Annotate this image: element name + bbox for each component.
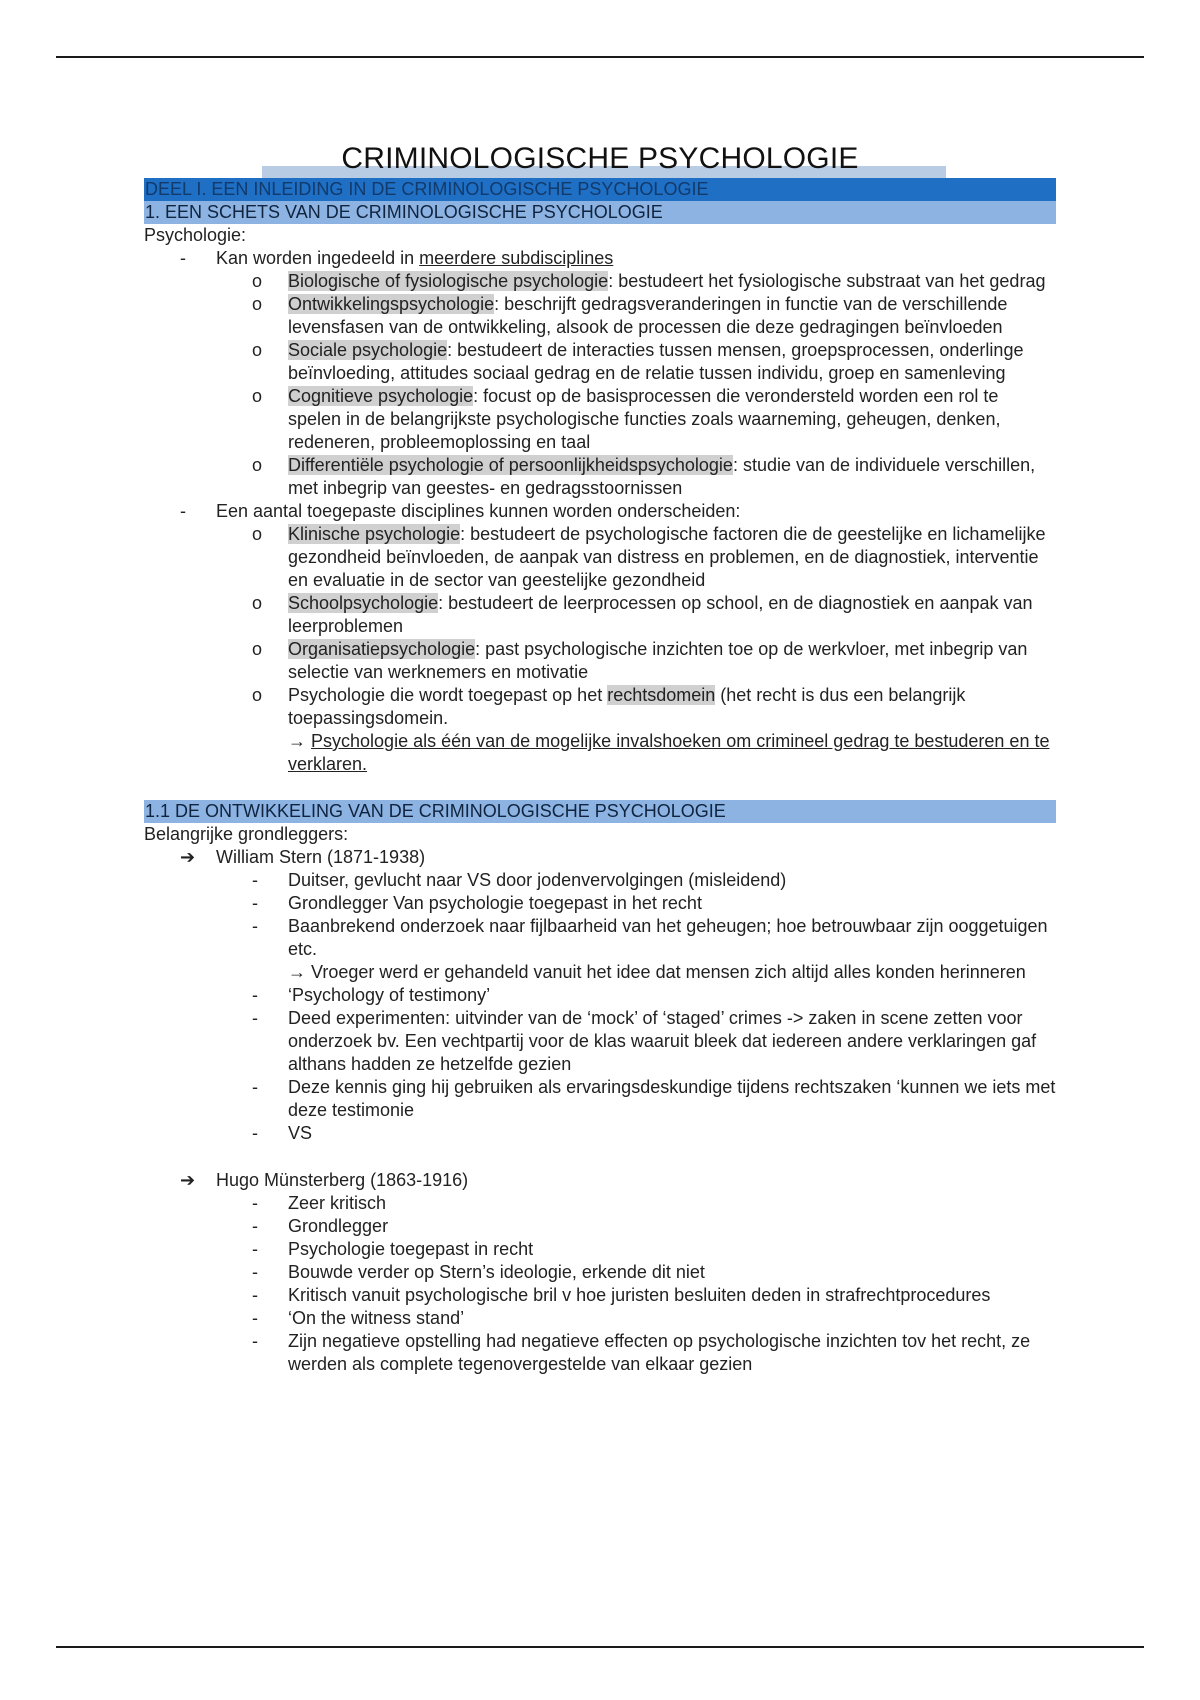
- title-block: [144, 140, 1056, 178]
- list-item-text: ‘Psychology of testimony’: [288, 985, 491, 1005]
- founder-item: [144, 846, 1056, 869]
- list-item: [144, 1307, 1056, 1330]
- list-item: [144, 1007, 1056, 1076]
- dash-marker: -: [252, 1123, 258, 1143]
- dash-marker: -: [252, 893, 258, 913]
- highlighted-term: Differentiële psychologie of persoonlijkheidspsychologie: [288, 455, 733, 475]
- founder-item: [144, 1169, 1056, 1192]
- list-item: [144, 1215, 1056, 1238]
- dash-marker: -: [252, 1193, 258, 1213]
- list-item-text: Deze kennis ging hij gebruiken als ervaringsdeskundige tijdens rechtszaken ‘kunnen we iets met deze testimonie: [288, 1077, 1056, 1120]
- list-item-text: Zeer kritisch: [288, 1193, 387, 1213]
- list-item: [144, 592, 1056, 638]
- list-item-text: Kan worden ingedeeld in: [216, 248, 420, 268]
- highlighted-term: Klinische psychologie: [288, 524, 461, 544]
- list-item: [144, 454, 1056, 500]
- intro-label: Psychologie:: [144, 225, 247, 245]
- list-item-text: Grondlegger Van psychologie toegepast in het recht: [288, 893, 702, 913]
- list-item-text: Deed experimenten: uitvinder van de ‘mock’ of ‘staged’ crimes -> zaken in scene zetten voor onderzoek bv. Een vechtpartij voor de klas waaruit bleek dat iedereen andere verklaringen gaf althans hadden ze hetzelfde gezien: [288, 1008, 1037, 1074]
- circle-marker: o: [252, 386, 263, 406]
- list-item: [144, 869, 1056, 892]
- highlighted-term: rechtsdomein: [607, 685, 716, 705]
- list-item-text: : past psychologische inzichten toe op de werkvloer, met inbegrip van selectie van werknemers en motivatie: [288, 639, 1028, 682]
- list-item-text: Een aantal toegepaste disciplines kunnen worden onderscheiden:: [216, 501, 741, 521]
- circle-marker: o: [252, 639, 263, 659]
- circle-marker: o: [252, 685, 263, 705]
- dash-marker: -: [252, 1308, 258, 1328]
- arrow-icon: →: [288, 731, 312, 751]
- list-item: [144, 684, 1056, 776]
- list-item-text: Psychologie toegepast in recht: [288, 1239, 534, 1259]
- dash-marker: -: [252, 870, 258, 890]
- founder-name: William Stern (1871-1938): [216, 847, 426, 867]
- list-item: [144, 915, 1056, 984]
- circle-marker: o: [252, 524, 263, 544]
- circle-marker: o: [252, 593, 263, 613]
- subdisciplines-link: meerdere subdisciplines: [419, 248, 614, 268]
- list-item: [144, 984, 1056, 1007]
- arrow-icon: ➔: [180, 1170, 196, 1190]
- dash-marker: -: [252, 1216, 258, 1236]
- list-item-text: (het recht is dus een belangrijk toepassingsdomein.: [288, 685, 966, 728]
- list-item-text: : bestudeert de psychologische factoren die de geestelijke en lichamelijke gezondheid beïnvloeden, de aanpak van distress en problemen, en de diagnostiek, interventie en evaluatie in de sector van geestelijke gezondheid: [288, 524, 1046, 590]
- list-item: [144, 1122, 1056, 1145]
- part-heading: DEEL I. EEN INLEIDING IN DE CRIMINOLOGISCHE PSYCHOLOGIE: [144, 178, 1056, 201]
- list-item: [144, 293, 1056, 339]
- dash-marker: -: [252, 1008, 258, 1028]
- list-item: [144, 1261, 1056, 1284]
- list-item-text: Duitser, gevlucht naar VS door jodenvervolgingen (misleidend): [288, 870, 787, 890]
- dash-marker: -: [252, 1331, 258, 1351]
- spacer: [144, 776, 1056, 800]
- dash-marker: -: [252, 1077, 258, 1097]
- list-item-text: Bouwde verder op Stern’s ideologie, erkende dit niet: [288, 1262, 705, 1282]
- list-item-text: : bestudeert het fysiologische substraat van het gedrag: [608, 271, 1046, 291]
- dash-marker: -: [252, 916, 258, 936]
- dash-marker: -: [180, 501, 186, 521]
- list-item-text: : focust op de basisprocessen die verondersteld worden een rol te spelen in de belangrijkste psychologische functies zoals waarneming, geheugen, denken, redeneren, probleemoplossing en taal: [288, 386, 1001, 452]
- list-item-text: Zijn negatieve opstelling had negatieve effecten op psychologische inzichten tov het recht, ze werden als complete tegenovergestelde van elkaar gezien: [288, 1331, 1031, 1374]
- dash-marker: -: [252, 1285, 258, 1305]
- highlighted-term: Biologische of fysiologische psychologie: [288, 271, 609, 291]
- conclusion-line: [288, 730, 1056, 776]
- highlighted-term: Ontwikkelingspsychologie: [288, 294, 495, 314]
- dash-marker: -: [252, 1239, 258, 1259]
- list-item-text: ‘On the witness stand’: [288, 1308, 465, 1328]
- list-item: [144, 500, 1056, 523]
- list-item: [144, 1284, 1056, 1307]
- list-item: [144, 1238, 1056, 1261]
- list-item-text: Grondlegger: [288, 1216, 389, 1236]
- dash-marker: -: [252, 1262, 258, 1282]
- list-item-text: Baanbrekend onderzoek naar fijlbaarheid van het geheugen; hoe betrouwbaar zijn ooggetuigen etc.: [288, 916, 1048, 959]
- list-item: [144, 1192, 1056, 1215]
- founder-name: Hugo Münsterberg (1863-1916): [216, 1170, 469, 1190]
- list-item: [144, 638, 1056, 684]
- list-item: [144, 523, 1056, 592]
- spacer: [144, 1145, 1056, 1169]
- list-item-text: Kritisch vanuit psychologische bril v hoe juristen besluiten deden in strafrechtprocedures: [288, 1285, 991, 1305]
- circle-marker: o: [252, 455, 263, 475]
- list-item-text: : bestudeert de leerprocessen op school, en de diagnostiek en aanpak van leerproblemen: [288, 593, 1033, 636]
- conclusion-text: Psychologie als één van de mogelijke invalshoeken om crimineel gedrag te bestuderen en te verklaren.: [288, 731, 1050, 774]
- list-item-text: : bestudeert de interacties tussen mensen, groepsprocessen, onderlinge beïnvloeding, attitudes sociaal gedrag en de relatie tussen individu, groep en samenleving: [288, 340, 1024, 383]
- list-item: [144, 892, 1056, 915]
- highlighted-term: Sociale psychologie: [288, 340, 448, 360]
- dash-marker: -: [252, 985, 258, 1005]
- list-item: [144, 247, 1056, 270]
- circle-marker: o: [252, 294, 263, 314]
- section-heading: 1.1 DE ONTWIKKELING VAN DE CRIMINOLOGISCHE PSYCHOLOGIE: [144, 800, 1056, 823]
- circle-marker: o: [252, 271, 263, 291]
- founders-label: Belangrijke grondleggers:: [144, 824, 349, 844]
- list-item-text: : studie van de individuele verschillen, met inbegrip van geestes- en gedragsstoornissen: [288, 455, 1036, 498]
- list-item: [144, 339, 1056, 385]
- document-title: CRIMINOLOGISCHE PSYCHOLOGIE: [341, 142, 859, 175]
- list-item-text: : beschrijft gedragsveranderingen in functie van de verschillende levensfasen van de ontwikkeling, alsook de processen die deze gedragingen beïnvloeden: [288, 294, 1008, 337]
- circle-marker: o: [252, 340, 263, 360]
- list-item-text: Psychologie die wordt toegepast op het: [288, 685, 608, 705]
- highlighted-term: Schoolpsychologie: [288, 593, 439, 613]
- list-item: [144, 385, 1056, 454]
- chapter-heading: 1. EEN SCHETS VAN DE CRIMINOLOGISCHE PSYCHOLOGIE: [144, 201, 1056, 224]
- footer-rule: [56, 1646, 1144, 1648]
- list-item-text: VS: [288, 1123, 313, 1143]
- list-item: [144, 1076, 1056, 1122]
- arrow-note: → Vroeger werd er gehandeld vanuit het idee dat mensen zich altijd alles konden herinneren: [288, 962, 1026, 982]
- highlighted-term: Cognitieve psychologie: [288, 386, 474, 406]
- list-item: [144, 270, 1056, 293]
- dash-marker: -: [180, 248, 186, 268]
- document-page: [144, 140, 1056, 1376]
- header-rule: [56, 56, 1144, 58]
- arrow-icon: ➔: [180, 847, 196, 867]
- list-item: [144, 1330, 1056, 1376]
- highlighted-term: Organisatiepsychologie: [288, 639, 476, 659]
